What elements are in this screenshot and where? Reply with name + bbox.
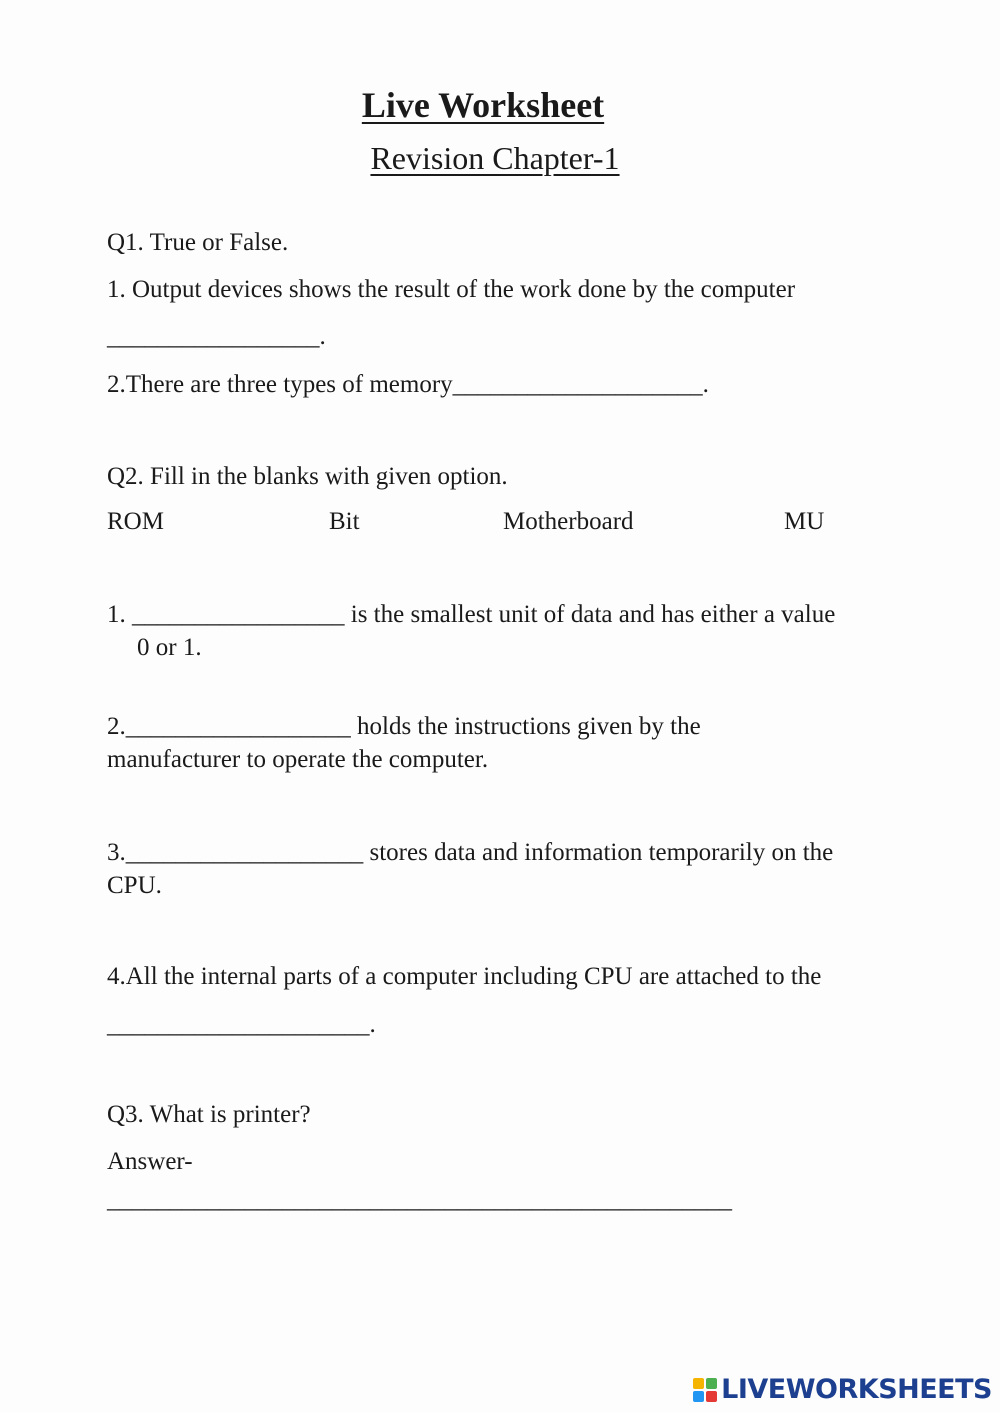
q1-item1-text: 1. Output devices shows the result of the work done by the computer [107,276,796,303]
logo-square-green [706,1378,717,1389]
q1-heading: Q1. True or False. [107,229,289,256]
q1-item2-text[interactable]: 2.There are three types of memory____________________. [107,371,709,398]
logo-square-blue [693,1391,704,1402]
logo-square-yellow [693,1378,704,1389]
logo-square-red [706,1391,717,1402]
q3-answer-label: Answer- [107,1148,193,1175]
q3-heading: Q3. What is printer? [107,1101,311,1128]
q2-item3-line2: CPU. [107,872,162,899]
option-bit: Bit [329,508,360,535]
q1-item1-blank[interactable]: _________________. [107,323,326,350]
q2-item1-line1[interactable]: 1. _________________ is the smallest unit of data and has either a value [107,601,836,628]
liveworksheets-brand [693,1374,992,1405]
option-mu: MU [784,508,825,535]
brand-name: LIVEWORKSHEETS [721,1374,992,1405]
option-rom: ROM [107,508,164,535]
q2-item2-line2: manufacturer to operate the computer. [107,746,489,773]
option-motherboard: Motherboard [503,508,634,535]
q2-item2-line1[interactable]: 2.__________________ holds the instructions given by the [107,713,701,740]
q3-answer-line[interactable]: __________________________________________________ [107,1186,732,1213]
q2-item1-line2: 0 or 1. [137,634,202,661]
q2-item4-blank[interactable]: _____________________. [107,1011,376,1038]
page-subtitle: Revision Chapter-1 [370,140,620,176]
page-title: Live Worksheet [361,85,605,125]
liveworksheets-logo-icon [693,1378,717,1402]
q2-item3-line1[interactable]: 3.___________________ stores data and information temporarily on the [107,839,834,866]
q2-item4-line1: 4.All the internal parts of a computer including CPU are attached to the [107,963,822,990]
q2-heading: Q2. Fill in the blanks with given option. [107,463,508,490]
